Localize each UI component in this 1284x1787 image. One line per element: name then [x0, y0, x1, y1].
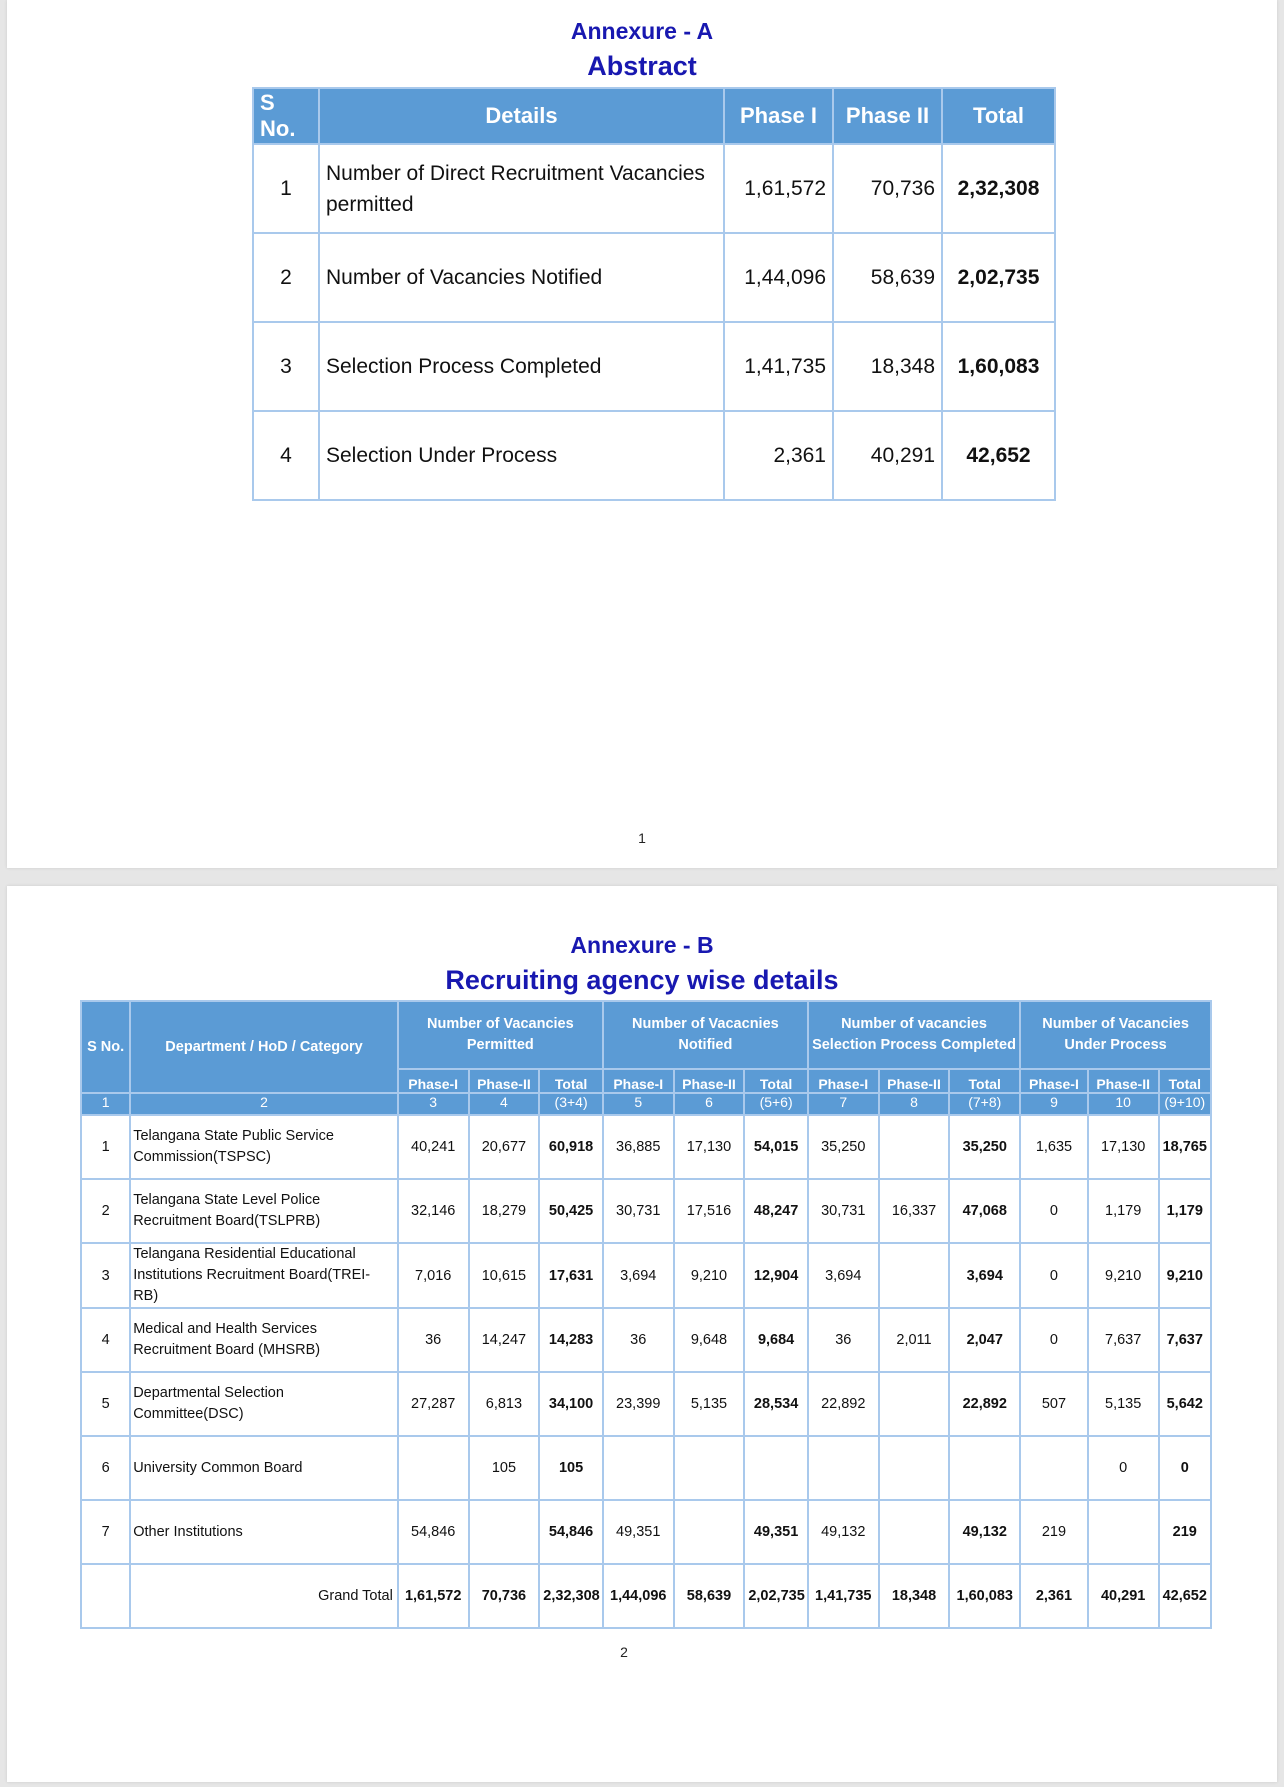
- column-number-cell: 7: [808, 1093, 879, 1115]
- agency-value-cell: [879, 1500, 950, 1564]
- agency-value-cell: 5,135: [1088, 1372, 1159, 1436]
- abstract-cell-sno: 4: [253, 411, 319, 500]
- header-group-under-process: Number of Vacancies Under Process: [1020, 1001, 1211, 1069]
- abstract-cell-details: Selection Under Process: [319, 411, 724, 500]
- agency-value-cell: [674, 1500, 745, 1564]
- agency-value-cell: [949, 1436, 1020, 1500]
- agency-value-cell: [603, 1436, 674, 1500]
- agency-value-cell: 3,694: [808, 1243, 879, 1308]
- abstract-cell-sno: 2: [253, 233, 319, 322]
- column-number-cell: 3: [398, 1093, 469, 1115]
- sub-header-cell: Phase-I: [398, 1069, 469, 1093]
- abstract-cell-phase1: 1,41,735: [724, 322, 833, 411]
- agency-value-cell: 49,351: [744, 1500, 808, 1564]
- agency-value-cell: [879, 1115, 950, 1179]
- grand-total-value: 1,41,735: [808, 1564, 879, 1628]
- agency-value-cell: [879, 1243, 950, 1308]
- grand-total-value: 70,736: [469, 1564, 540, 1628]
- agency-value-cell: [469, 1500, 540, 1564]
- agency-value-cell: 1,179: [1159, 1179, 1211, 1243]
- grand-total-value: 40,291: [1088, 1564, 1159, 1628]
- abstract-row: [253, 233, 1055, 322]
- sub-header-cell: Phase-I: [1020, 1069, 1088, 1093]
- agency-value-cell: 1,179: [1088, 1179, 1159, 1243]
- agency-value-cell: 40,241: [398, 1115, 469, 1179]
- agency-details-title: Recruiting agency wise details: [445, 965, 839, 995]
- agency-sno: 6: [81, 1436, 130, 1500]
- abstract-header-row: [253, 88, 1055, 144]
- agency-value-cell: 18,765: [1159, 1115, 1211, 1179]
- column-number-cell: 9: [1020, 1093, 1088, 1115]
- agency-value-cell: 105: [539, 1436, 603, 1500]
- abstract-cell-phase2: 18,348: [833, 322, 942, 411]
- agency-value-cell: [1020, 1436, 1088, 1500]
- agency-value-cell: 36: [808, 1308, 879, 1372]
- header-sno: S No.: [253, 88, 319, 144]
- grand-total-value: 2,32,308: [539, 1564, 603, 1628]
- column-number-cell: 10: [1088, 1093, 1159, 1115]
- agency-value-cell: 18,279: [469, 1179, 540, 1243]
- agency-value-cell: 2,011: [879, 1308, 950, 1372]
- agency-details-table: [80, 1000, 1212, 1629]
- agency-name: Telangana Residential Educational Institutions Recruitment Board(TREI-RB): [130, 1243, 398, 1308]
- sub-header-cell: Phase-II: [469, 1069, 540, 1093]
- grand-total-value: 58,639: [674, 1564, 745, 1628]
- agency-value-cell: 60,918: [539, 1115, 603, 1179]
- agency-value-cell: 7,637: [1159, 1308, 1211, 1372]
- agency-value-cell: [1088, 1500, 1159, 1564]
- agency-name: Departmental Selection Committee(DSC): [130, 1372, 398, 1436]
- document-page-1: [7, 0, 1277, 868]
- agency-value-cell: 5,135: [674, 1372, 745, 1436]
- grand-total-value: 2,02,735: [744, 1564, 808, 1628]
- agency-value-cell: [879, 1436, 950, 1500]
- agency-value-cell: 50,425: [539, 1179, 603, 1243]
- agency-row: [81, 1115, 1211, 1179]
- agency-value-cell: 0: [1159, 1436, 1211, 1500]
- agency-value-cell: 47,068: [949, 1179, 1020, 1243]
- agency-value-cell: 32,146: [398, 1179, 469, 1243]
- agency-value-cell: [674, 1436, 745, 1500]
- column-number-cell: 8: [879, 1093, 950, 1115]
- agency-row: [81, 1179, 1211, 1243]
- agency-value-cell: 219: [1020, 1500, 1088, 1564]
- abstract-cell-details: Number of Direct Recruitment Vacancies permitted: [319, 144, 724, 233]
- agency-row: [81, 1308, 1211, 1372]
- sub-header-cell: Total: [744, 1069, 808, 1093]
- agency-value-cell: 17,631: [539, 1243, 603, 1308]
- header-sno: S No.: [81, 1001, 130, 1093]
- sub-header-cell: Phase-I: [603, 1069, 674, 1093]
- column-number-cell: 1: [81, 1093, 130, 1115]
- agency-value-cell: 3,694: [949, 1243, 1020, 1308]
- column-number-cell: (7+8): [949, 1093, 1020, 1115]
- agency-name: Telangana State Public Service Commission(TSPSC): [130, 1115, 398, 1179]
- agency-sno: 4: [81, 1308, 130, 1372]
- sub-header-cell: Total: [539, 1069, 603, 1093]
- abstract-cell-details: Number of Vacancies Notified: [319, 233, 724, 322]
- abstract-cell-phase2: 70,736: [833, 144, 942, 233]
- abstract-cell-phase1: 1,61,572: [724, 144, 833, 233]
- agency-value-cell: 0: [1020, 1308, 1088, 1372]
- header-details: Details: [319, 88, 724, 144]
- agency-value-cell: 7,016: [398, 1243, 469, 1308]
- header-phase1: Phase I: [724, 88, 833, 144]
- agency-name: University Common Board: [130, 1436, 398, 1500]
- abstract-cell-details: Selection Process Completed: [319, 322, 724, 411]
- agency-value-cell: 22,892: [808, 1372, 879, 1436]
- agency-value-cell: 22,892: [949, 1372, 1020, 1436]
- agency-value-cell: 3,694: [603, 1243, 674, 1308]
- agency-value-cell: 14,283: [539, 1308, 603, 1372]
- page-number: 1: [638, 830, 646, 846]
- agency-value-cell: 1,635: [1020, 1115, 1088, 1179]
- agency-sno: 5: [81, 1372, 130, 1436]
- abstract-row: [253, 322, 1055, 411]
- sub-header-cell: Total: [1159, 1069, 1211, 1093]
- sub-header-cell: Phase-II: [674, 1069, 745, 1093]
- agency-value-cell: 54,015: [744, 1115, 808, 1179]
- sub-header-cell: Phase-II: [879, 1069, 950, 1093]
- agency-value-cell: 35,250: [808, 1115, 879, 1179]
- grand-total-value: 18,348: [879, 1564, 950, 1628]
- abstract-table: [252, 87, 1056, 501]
- grand-total-row: [81, 1564, 1211, 1628]
- abstract-cell-total: 1,60,083: [942, 322, 1055, 411]
- abstract-cell-phase2: 40,291: [833, 411, 942, 500]
- sub-header-cell: Total: [949, 1069, 1020, 1093]
- agency-value-cell: 27,287: [398, 1372, 469, 1436]
- agency-value-cell: [879, 1372, 950, 1436]
- agency-value-cell: 16,337: [879, 1179, 950, 1243]
- column-number-cell: 6: [674, 1093, 745, 1115]
- agency-value-cell: 9,210: [1159, 1243, 1211, 1308]
- agency-value-cell: 30,731: [603, 1179, 674, 1243]
- abstract-cell-sno: 3: [253, 322, 319, 411]
- agency-value-cell: 34,100: [539, 1372, 603, 1436]
- agency-value-cell: [398, 1436, 469, 1500]
- agency-name: Medical and Health Services Recruitment Board (MHSRB): [130, 1308, 398, 1372]
- abstract-cell-phase2: 58,639: [833, 233, 942, 322]
- agency-value-cell: 12,904: [744, 1243, 808, 1308]
- agency-value-cell: 17,130: [1088, 1115, 1159, 1179]
- column-number-cell: 4: [469, 1093, 540, 1115]
- sub-header-cell: Phase-I: [808, 1069, 879, 1093]
- agency-value-cell: 7,637: [1088, 1308, 1159, 1372]
- header-group-completed: Number of vacancies Selection Process Completed: [808, 1001, 1020, 1069]
- agency-value-cell: 9,210: [674, 1243, 745, 1308]
- grand-total-value: 1,61,572: [398, 1564, 469, 1628]
- agency-value-cell: 54,846: [539, 1500, 603, 1564]
- annexure-a-label: Annexure - A: [570, 18, 714, 44]
- page-number: 2: [620, 1644, 628, 1660]
- agency-row: [81, 1372, 1211, 1436]
- agency-value-cell: 20,677: [469, 1115, 540, 1179]
- header-phase2: Phase II: [833, 88, 942, 144]
- agency-value-cell: 17,516: [674, 1179, 745, 1243]
- column-number-cell: 2: [130, 1093, 398, 1115]
- agency-value-cell: 9,210: [1088, 1243, 1159, 1308]
- header-department: Department / HoD / Category: [130, 1001, 398, 1093]
- agency-value-cell: 23,399: [603, 1372, 674, 1436]
- agency-value-cell: 5,642: [1159, 1372, 1211, 1436]
- grand-total-value: 1,60,083: [949, 1564, 1020, 1628]
- abstract-cell-phase1: 1,44,096: [724, 233, 833, 322]
- agency-sno: 3: [81, 1243, 130, 1308]
- agency-value-cell: 9,648: [674, 1308, 745, 1372]
- annexure-b-label: Annexure - B: [570, 932, 714, 958]
- abstract-cell-sno: 1: [253, 144, 319, 233]
- agency-value-cell: 0: [1020, 1243, 1088, 1308]
- abstract-cell-total: 2,02,735: [942, 233, 1055, 322]
- agency-value-cell: [808, 1436, 879, 1500]
- abstract-cell-phase1: 2,361: [724, 411, 833, 500]
- agency-value-cell: 14,247: [469, 1308, 540, 1372]
- agency-value-cell: [744, 1436, 808, 1500]
- agency-value-cell: 48,247: [744, 1179, 808, 1243]
- grand-total-value: 1,44,096: [603, 1564, 674, 1628]
- agency-name: Other Institutions: [130, 1500, 398, 1564]
- group-header-row: [81, 1001, 1211, 1069]
- header-group-notified: Number of Vacacnies Notified: [603, 1001, 808, 1069]
- agency-name: Telangana State Level Police Recruitment Board(TSLPRB): [130, 1179, 398, 1243]
- agency-value-cell: 54,846: [398, 1500, 469, 1564]
- grand-total-label: Grand Total: [130, 1564, 398, 1628]
- agency-value-cell: 17,130: [674, 1115, 745, 1179]
- grand-total-value: 42,652: [1159, 1564, 1211, 1628]
- agency-value-cell: 30,731: [808, 1179, 879, 1243]
- agency-value-cell: 6,813: [469, 1372, 540, 1436]
- column-number-row: [81, 1093, 1211, 1115]
- abstract-title: Abstract: [587, 51, 697, 81]
- agency-value-cell: 28,534: [744, 1372, 808, 1436]
- column-number-cell: (9+10): [1159, 1093, 1211, 1115]
- agency-value-cell: 36,885: [603, 1115, 674, 1179]
- agency-value-cell: 10,615: [469, 1243, 540, 1308]
- column-number-cell: (5+6): [744, 1093, 808, 1115]
- agency-value-cell: 49,132: [808, 1500, 879, 1564]
- abstract-row: [253, 144, 1055, 233]
- agency-sno: 7: [81, 1500, 130, 1564]
- agency-value-cell: 49,351: [603, 1500, 674, 1564]
- agency-sno: 2: [81, 1179, 130, 1243]
- agency-row: [81, 1436, 1211, 1500]
- agency-value-cell: 35,250: [949, 1115, 1020, 1179]
- agency-value-cell: 219: [1159, 1500, 1211, 1564]
- agency-row: [81, 1243, 1211, 1308]
- agency-sno: 1: [81, 1115, 130, 1179]
- agency-value-cell: 105: [469, 1436, 540, 1500]
- document-page-2: [7, 886, 1277, 1782]
- header-group-permitted: Number of Vacancies Permitted: [398, 1001, 603, 1069]
- agency-value-cell: 49,132: [949, 1500, 1020, 1564]
- grand-total-empty-cell: [81, 1564, 130, 1628]
- agency-value-cell: 36: [398, 1308, 469, 1372]
- column-number-cell: (3+4): [539, 1093, 603, 1115]
- abstract-row: [253, 411, 1055, 500]
- agency-value-cell: 507: [1020, 1372, 1088, 1436]
- abstract-cell-total: 2,32,308: [942, 144, 1055, 233]
- agency-value-cell: 0: [1088, 1436, 1159, 1500]
- agency-value-cell: 0: [1020, 1179, 1088, 1243]
- sub-header-cell: Phase-II: [1088, 1069, 1159, 1093]
- agency-value-cell: 9,684: [744, 1308, 808, 1372]
- abstract-cell-total: 42,652: [942, 411, 1055, 500]
- agency-value-cell: 2,047: [949, 1308, 1020, 1372]
- column-number-cell: 5: [603, 1093, 674, 1115]
- grand-total-value: 2,361: [1020, 1564, 1088, 1628]
- agency-value-cell: 36: [603, 1308, 674, 1372]
- header-total: Total: [942, 88, 1055, 144]
- agency-row: [81, 1500, 1211, 1564]
